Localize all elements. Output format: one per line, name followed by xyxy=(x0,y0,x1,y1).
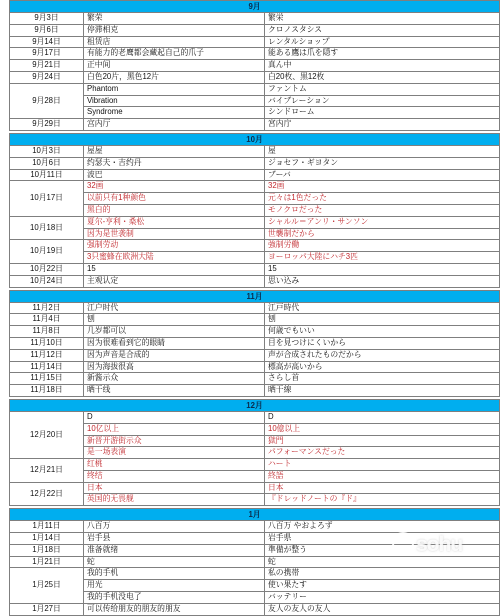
date-cell: 9月28日 xyxy=(10,83,84,118)
chinese-answer-cell: 有能力的老鹰都会藏起自己的爪子 xyxy=(84,48,265,60)
date-cell: 12月20日 xyxy=(10,411,84,458)
date-cell: 9月24日 xyxy=(10,71,84,83)
date-cell: 10月6日 xyxy=(10,157,84,169)
japanese-answer-cell: ハート xyxy=(265,459,500,471)
japanese-answer-cell: 岩手県 xyxy=(265,533,500,545)
chinese-answer-cell: 我的手机 xyxy=(84,568,265,580)
date-cell: 10月24日 xyxy=(10,275,84,287)
watermark-text: sohu xyxy=(416,533,463,556)
chinese-answer-cell: 主观认定 xyxy=(84,275,265,287)
watermark-circle-icon xyxy=(392,532,414,554)
table-row xyxy=(10,119,500,131)
japanese-answer-cell: 世襲制だから xyxy=(265,228,500,240)
chinese-answer-cell: 几岁都可以 xyxy=(84,326,265,338)
chinese-answer-cell: 10亿以上 xyxy=(84,423,265,435)
chinese-answer-cell: 八百万 xyxy=(84,521,265,533)
date-cell: 1月27日 xyxy=(10,603,84,615)
date-cell: 12月22日 xyxy=(10,482,84,506)
japanese-answer-cell: 10億以上 xyxy=(265,423,500,435)
chinese-answer-cell: 因为声音是合成的 xyxy=(84,349,265,361)
japanese-answer-cell: パフォーマンスだった xyxy=(265,447,500,459)
chinese-answer-cell: 红桃 xyxy=(84,459,265,471)
table-row xyxy=(10,240,500,252)
table-row xyxy=(10,385,500,397)
table-row xyxy=(10,95,500,107)
answer-table xyxy=(9,0,500,616)
table-row xyxy=(10,228,500,240)
table-row xyxy=(10,193,500,205)
table-row xyxy=(10,482,500,494)
chinese-answer-cell: 夏尔-亨利・桑松 xyxy=(84,216,265,228)
chinese-answer-cell: 约瑟夫・吉约丹 xyxy=(84,157,265,169)
japanese-answer-cell: 準備が整う xyxy=(265,544,500,556)
japanese-answer-cell: レンタルショップ xyxy=(265,36,500,48)
chinese-answer-cell: 蛇 xyxy=(84,556,265,568)
japanese-answer-cell: ファントム xyxy=(265,83,500,95)
table-row xyxy=(10,580,500,592)
table-row xyxy=(10,71,500,83)
chinese-answer-cell: 停滞相克 xyxy=(84,24,265,36)
japanese-answer-cell: 『ドレッドノートの『ド』 xyxy=(265,494,500,506)
table-row xyxy=(10,411,500,423)
date-cell: 10月11日 xyxy=(10,169,84,181)
chinese-answer-cell: 是一场表演 xyxy=(84,447,265,459)
month-header: 12月 xyxy=(10,399,500,411)
table-row xyxy=(10,13,500,25)
date-cell: 10月18日 xyxy=(10,216,84,240)
month-header-row xyxy=(10,399,500,411)
chinese-answer-cell: 宫内厅 xyxy=(84,119,265,131)
watermark-logo xyxy=(392,532,488,558)
chinese-answer-cell: 用光 xyxy=(84,580,265,592)
japanese-answer-cell: 使い果たす xyxy=(265,580,500,592)
table-row xyxy=(10,24,500,36)
japanese-answer-cell: クロノスタシス xyxy=(265,24,500,36)
japanese-answer-cell: ブーバ xyxy=(265,169,500,181)
date-cell: 10月3日 xyxy=(10,145,84,157)
date-cell: 10月19日 xyxy=(10,240,84,264)
japanese-answer-cell: 友人の友人の友人 xyxy=(265,603,500,615)
date-cell: 11月10日 xyxy=(10,337,84,349)
table-row xyxy=(10,603,500,615)
japanese-answer-cell: バイブレーション xyxy=(265,95,500,107)
table-row xyxy=(10,447,500,459)
date-cell: 1月14日 xyxy=(10,533,84,545)
table-row xyxy=(10,252,500,264)
date-cell: 11月15日 xyxy=(10,373,84,385)
chinese-answer-cell: 因为海拔很高 xyxy=(84,361,265,373)
japanese-answer-cell: 白20枚、黒12枚 xyxy=(265,71,500,83)
japanese-answer-cell: バッテリー xyxy=(265,592,500,604)
japanese-answer-cell: さらし首 xyxy=(265,373,500,385)
chinese-answer-cell: 因为是世袭制 xyxy=(84,228,265,240)
table-row xyxy=(10,263,500,275)
table-row xyxy=(10,314,500,326)
table-row xyxy=(10,435,500,447)
japanese-answer-cell: 能ある鷹は爪を隠す xyxy=(265,48,500,60)
chinese-answer-cell: 屋屋 xyxy=(84,145,265,157)
table-row xyxy=(10,337,500,349)
table-row xyxy=(10,216,500,228)
japanese-answer-cell: 目を見つけにくいから xyxy=(265,337,500,349)
date-cell: 9月21日 xyxy=(10,60,84,72)
date-cell: 10月22日 xyxy=(10,263,84,275)
chinese-answer-cell: 32画 xyxy=(84,181,265,193)
table-row xyxy=(10,48,500,60)
table-row xyxy=(10,592,500,604)
chinese-answer-cell: 15 xyxy=(84,263,265,275)
table-row xyxy=(10,275,500,287)
date-cell: 9月14日 xyxy=(10,36,84,48)
japanese-answer-cell: 蛇 xyxy=(265,556,500,568)
chinese-answer-cell: 繁荣 xyxy=(84,13,265,25)
chinese-answer-cell: 晒干线 xyxy=(84,385,265,397)
date-cell: 11月4日 xyxy=(10,314,84,326)
month-header-row xyxy=(10,1,500,13)
chinese-answer-cell: 终结 xyxy=(84,470,265,482)
chinese-answer-cell: 黑白的 xyxy=(84,204,265,216)
date-cell: 1月11日 xyxy=(10,521,84,533)
date-cell: 11月14日 xyxy=(10,361,84,373)
answer-table-body xyxy=(10,1,500,616)
table-row xyxy=(10,60,500,72)
date-cell: 12月21日 xyxy=(10,459,84,483)
chinese-answer-cell: 刨 xyxy=(84,314,265,326)
japanese-answer-cell: 思い込み xyxy=(265,275,500,287)
chinese-answer-cell: 租赁店 xyxy=(84,36,265,48)
table-row xyxy=(10,521,500,533)
japanese-answer-cell: 声が合成されたものだから xyxy=(265,349,500,361)
japanese-answer-cell: 15 xyxy=(265,263,500,275)
chinese-answer-cell: 正中间 xyxy=(84,60,265,72)
chinese-answer-cell: 我的手机没电了 xyxy=(84,592,265,604)
table-row xyxy=(10,83,500,95)
table-row xyxy=(10,145,500,157)
table-row xyxy=(10,181,500,193)
japanese-answer-cell: 強制労働 xyxy=(265,240,500,252)
month-header-row xyxy=(10,290,500,302)
japanese-answer-cell: 獄門 xyxy=(265,435,500,447)
japanese-answer-cell: 元々は1色だった xyxy=(265,193,500,205)
date-cell: 11月2日 xyxy=(10,302,84,314)
japanese-answer-cell: ヨーロッパ大陸にハチ3匹 xyxy=(265,252,500,264)
chinese-answer-cell: 波巴 xyxy=(84,169,265,181)
chinese-answer-cell: 新酱示众 xyxy=(84,373,265,385)
table-row xyxy=(10,568,500,580)
chinese-answer-cell: 英国的无畏舰 xyxy=(84,494,265,506)
table-row xyxy=(10,349,500,361)
japanese-answer-cell: 刨 xyxy=(265,314,500,326)
table-row xyxy=(10,107,500,119)
table-row xyxy=(10,423,500,435)
japanese-answer-cell: ジョセフ・ギヨタン xyxy=(265,157,500,169)
chinese-answer-cell: 岩手县 xyxy=(84,533,265,545)
date-cell: 9月29日 xyxy=(10,119,84,131)
table-row xyxy=(10,36,500,48)
chinese-answer-cell: Vibration xyxy=(84,95,265,107)
date-cell: 1月18日 xyxy=(10,544,84,556)
japanese-answer-cell: シンドローム xyxy=(265,107,500,119)
month-header: 11月 xyxy=(10,290,500,302)
table-row xyxy=(10,494,500,506)
chinese-answer-cell: 新晋开游街示众 xyxy=(84,435,265,447)
japanese-answer-cell: 32画 xyxy=(265,181,500,193)
table-row xyxy=(10,169,500,181)
japanese-answer-cell: 屋 xyxy=(265,145,500,157)
table-row xyxy=(10,470,500,482)
date-cell: 11月18日 xyxy=(10,385,84,397)
chinese-answer-cell: 可以传给朋友的朋友的朋友 xyxy=(84,603,265,615)
table-row xyxy=(10,157,500,169)
date-cell: 11月8日 xyxy=(10,326,84,338)
month-header: 9月 xyxy=(10,1,500,13)
table-row xyxy=(10,459,500,471)
table-row xyxy=(10,326,500,338)
table-row xyxy=(10,204,500,216)
date-cell: 1月25日 xyxy=(10,568,84,603)
table-row xyxy=(10,361,500,373)
japanese-answer-cell: 江戸時代 xyxy=(265,302,500,314)
date-cell: 1月21日 xyxy=(10,556,84,568)
japanese-answer-cell: シャルル＝アンリ・サンソン xyxy=(265,216,500,228)
japanese-answer-cell: 終語 xyxy=(265,470,500,482)
chinese-answer-cell: Phantom xyxy=(84,83,265,95)
month-header: 10月 xyxy=(10,133,500,145)
japanese-answer-cell: 宮内庁 xyxy=(265,119,500,131)
japanese-answer-cell: D xyxy=(265,411,500,423)
japanese-answer-cell: 日本 xyxy=(265,482,500,494)
table-row xyxy=(10,302,500,314)
date-cell: 9月3日 xyxy=(10,13,84,25)
date-cell: 9月6日 xyxy=(10,24,84,36)
chinese-answer-cell: 强制劳动 xyxy=(84,240,265,252)
japanese-answer-cell: 何歳でもいい xyxy=(265,326,500,338)
chinese-answer-cell: 准备就绪 xyxy=(84,544,265,556)
chinese-answer-cell: 江户时代 xyxy=(84,302,265,314)
japanese-answer-cell: 八百万 やおよろず xyxy=(265,521,500,533)
chinese-answer-cell: 白色20片，黑色12片 xyxy=(84,71,265,83)
date-cell: 9月17日 xyxy=(10,48,84,60)
chinese-answer-cell: D xyxy=(84,411,265,423)
month-header-row xyxy=(10,133,500,145)
japanese-answer-cell: 真ん中 xyxy=(265,60,500,72)
table-row xyxy=(10,373,500,385)
chinese-answer-cell: 以前只有1种颜色 xyxy=(84,193,265,205)
date-cell: 11月12日 xyxy=(10,349,84,361)
japanese-answer-cell: 繁栄 xyxy=(265,13,500,25)
answer-table-sheet xyxy=(9,0,499,616)
japanese-answer-cell: モノクロだった xyxy=(265,204,500,216)
month-header: 1月 xyxy=(10,509,500,521)
japanese-answer-cell: 私の携帯 xyxy=(265,568,500,580)
chinese-answer-cell: Syndrome xyxy=(84,107,265,119)
japanese-answer-cell: 標高が高いから xyxy=(265,361,500,373)
chinese-answer-cell: 日本 xyxy=(84,482,265,494)
chinese-answer-cell: 因为很难看到它的眼睛 xyxy=(84,337,265,349)
date-cell: 10月17日 xyxy=(10,181,84,216)
month-header-row xyxy=(10,509,500,521)
chinese-answer-cell: 3只蜜蜂在欧洲大陆 xyxy=(84,252,265,264)
japanese-answer-cell: 晒干線 xyxy=(265,385,500,397)
